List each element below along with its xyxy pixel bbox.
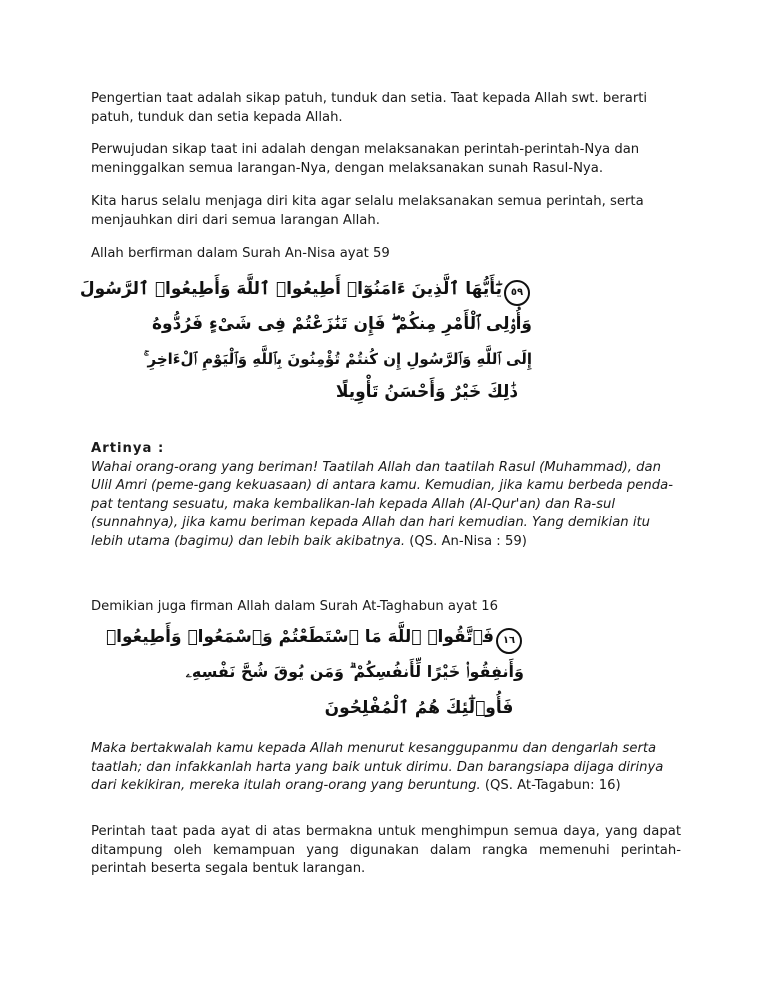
verse-line: فَأُو۟لَٰٓئِكَ هُمُ ٱلْمُفْلِحُونَ bbox=[324, 698, 514, 718]
paragraph-obligation: Kita harus selalu menjaga diri kita agar selalu melaksanakan semua perintah, serta menjauhkan diri dari semua larangan Allah. bbox=[91, 194, 644, 228]
translation-text: Wahai orang-orang yang beriman! Taatilah Allah dan taatilah Rasul (Muhammad), dan Ulil Amri (peme-gang kekuasaan) di antara kamu. Kemudian, jika kamu berbeda penda-pat tentang sesuatu, maka kembalikan-lah kepada Allah (Al-Qur'an) dan Ra-sul (sunnahnya), jika kamu beriman kepada Allah dan hari kemudian. Yang demikian itu lebih utama (bagimu) dan lebih baik akibatnya. bbox=[91, 459, 673, 549]
verse-line: إِلَى ٱللَّهِ وَٱلرَّسُولِ إِن كُنتُمْ تُؤْمِنُونَ بِٱللَّهِ وَٱلْيَوْمِ ٱلْءَاخِرِ ۚ bbox=[143, 350, 532, 368]
citation: (QS. At-Tagabun: 16) bbox=[484, 778, 621, 793]
verse-line: وَأَنفِقُوا۟ خَيْرًا لِّأَنفُسِكُمْ ۗ وَمَن يُوقَ شُحَّ نَفْسِهِۦ bbox=[185, 662, 524, 681]
paragraph-at-taghabun-intro: Demikian juga firman Allah dalam Surah At-Taghabun ayat 16 bbox=[91, 599, 499, 614]
paragraph-conclusion: Perintah taat pada ayat di atas bermakna untuk menghimpun semua daya, yang dapat ditampung oleh kemampuan yang digunakan dalam rangka memenuhi perintah-perintah beserta segala bentuk larangan. bbox=[91, 824, 681, 876]
citation: (QS. An-Nisa : 59) bbox=[409, 533, 527, 549]
translation-block-an-nisa bbox=[91, 440, 681, 551]
verse-line: وَأُو۟لِى ٱلْأَمْرِ مِنكُمْ ۖ فَإِن تَنَٰزَعْتُمْ فِى شَىْءٍ فَرُدُّوهُ bbox=[152, 314, 532, 334]
quran-verse-at-taghabun-16 bbox=[105, 622, 524, 734]
artinya-heading: Artinya : bbox=[91, 441, 165, 456]
quran-verse-an-nisa-59 bbox=[79, 270, 532, 420]
paragraph-manifestation: Perwujudan sikap taat ini adalah dengan melaksanakan perintah-perintah-Nya dan meninggalkan semua larangan-Nya, dengan melaksanakan sunah Rasul-Nya. bbox=[91, 142, 640, 176]
translation-text: Maka bertakwalah kamu kepada Allah menurut kesanggupanmu dan dengarlah serta taatlah; dan infakkanlah harta yang baik untuk dirimu. Dan barangsiapa dijaga dirinya dari kekikiran, mereka itulah orang-orang yang beruntung. bbox=[91, 741, 664, 793]
verse-number-badge: ٥٩ bbox=[504, 280, 530, 306]
paragraph-definition: Pengertian taat adalah sikap patuh, tunduk dan setia. Taat kepada Allah swt. berarti patuh, tunduk dan setia kepada Allah. bbox=[91, 91, 648, 125]
verse-line: فَٱتَّقُوا۟ ٱللَّهَ مَا ٱسْتَطَعْتُمْ وَٱسْمَعُوا۟ وَأَطِيعُوا۟ bbox=[105, 627, 494, 647]
verse-number-badge: ١٦ bbox=[496, 628, 522, 654]
verse-line: ذَٰلِكَ خَيْرٌ وَأَحْسَنُ تَأْوِيلًا bbox=[335, 382, 519, 402]
translation-block-at-taghabun bbox=[91, 740, 681, 796]
paragraph-an-nisa-intro: Allah berfirman dalam Surah An-Nisa ayat 59 bbox=[91, 246, 390, 261]
verse-line: يَٰٓأَيُّهَا ٱلَّذِينَ ءَامَنُوٓا۟ أَطِيعُوا۟ ٱللَّهَ وَأَطِيعُوا۟ ٱلرَّسُولَ bbox=[79, 279, 502, 299]
